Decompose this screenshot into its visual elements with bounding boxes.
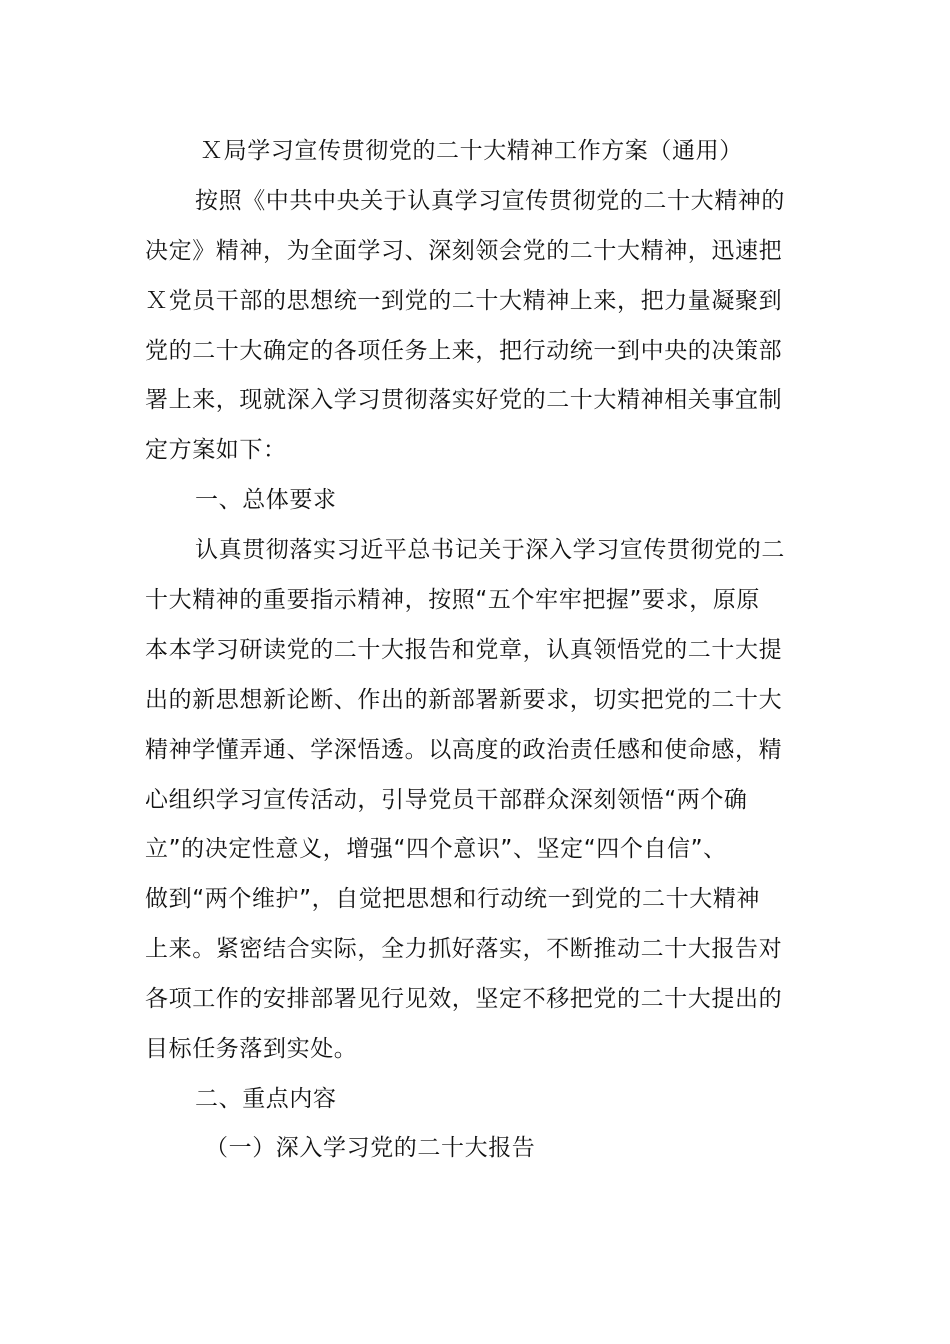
paragraph-line: Ｘ党员干部的思想统一到党的二十大精神上来，把力量凝聚到 — [145, 288, 783, 314]
document-title: Ｘ局学习宣传贯彻党的二十大精神工作方案（通用） — [200, 138, 743, 164]
subsection-heading: （一）深入学习党的二十大报告 — [205, 1135, 536, 1161]
paragraph-line: 立”的决定性意义，增强“四个意识”、坚定“四个自信”、 — [145, 836, 727, 862]
paragraph-line: 定方案如下： — [145, 437, 287, 463]
paragraph-line: 本本学习研读党的二十大报告和党章，认真领悟党的二十大提 — [145, 637, 783, 663]
paragraph-line: 心组织学习宣传活动，引导党员干部群众深刻领悟“两个确 — [145, 787, 748, 813]
section-heading: 一、总体要求 — [195, 487, 337, 513]
paragraph-line: 各项工作的安排部署见行见效，坚定不移把党的二十大提出的 — [145, 986, 783, 1012]
paragraph-line: 党的二十大确定的各项任务上来，把行动统一到中央的决策部 — [145, 338, 783, 364]
paragraph-line: 上来。紧密结合实际，全力抓好落实，不断推动二十大报告对 — [145, 936, 783, 962]
paragraph-line: 做到“两个维护”，自觉把思想和行动统一到党的二十大精神 — [145, 886, 761, 912]
paragraph-line: 十大精神的重要指示精神，按照“五个牢牢把握”要求，原原 — [145, 587, 761, 613]
paragraph-line: 认真贯彻落实习近平总书记关于深入学习宣传贯彻党的二 — [195, 537, 785, 563]
paragraph-line: 署上来，现就深入学习贯彻落实好党的二十大精神相关事宜制 — [145, 387, 783, 413]
paragraph-line: 决定》精神，为全面学习、深刻领会党的二十大精神，迅速把 — [145, 238, 783, 264]
paragraph-line: 按照《中共中央关于认真学习宣传贯彻党的二十大精神的 — [195, 188, 785, 214]
paragraph-line: 目标任务落到实处。 — [145, 1036, 358, 1062]
section-heading: 二、重点内容 — [195, 1086, 337, 1112]
paragraph-line: 出的新思想新论断、作出的新部署新要求，切实把党的二十大 — [145, 687, 783, 713]
paragraph-line: 精神学懂弄通、学深悟透。以高度的政治责任感和使命感，精 — [145, 737, 783, 763]
